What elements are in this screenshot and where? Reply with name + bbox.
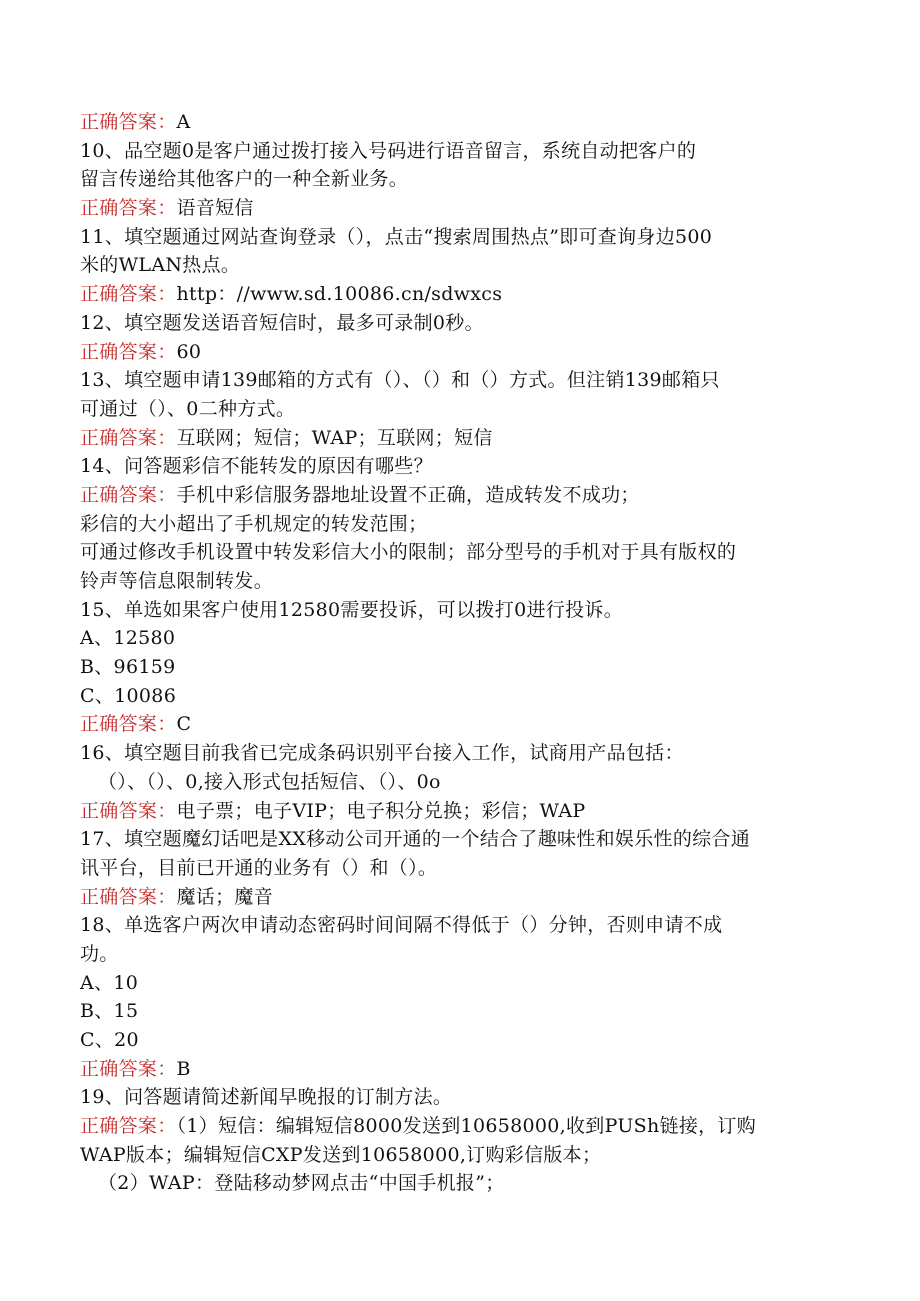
line-text: B、96159 xyxy=(80,656,176,679)
line-text: 功。 xyxy=(80,942,119,965)
line-text: 12、填空题发送语音短信时，最多可录制0秒。 xyxy=(80,311,484,334)
text-line xyxy=(80,1169,840,1198)
text-line xyxy=(80,1141,840,1170)
answer-label: 正确答案： xyxy=(80,426,177,449)
answer-line xyxy=(80,424,840,453)
answer-line xyxy=(80,710,840,739)
answer-line xyxy=(80,1112,840,1141)
text-line xyxy=(80,739,840,768)
answer-label: 正确答案： xyxy=(80,111,177,133)
answer-text: 60 xyxy=(176,340,202,363)
line-text: 17、填空题魔幻话吧是XX移动公司开通的一个结合了趣味性和娱乐性的综合通 xyxy=(80,828,751,851)
answer-text: A xyxy=(176,111,191,133)
answer-text: 魔话；魔音 xyxy=(176,885,274,908)
answer-label: 正确答案： xyxy=(80,1057,177,1080)
text-line xyxy=(80,309,840,338)
line-text: A、12580 xyxy=(80,627,176,650)
answer-text: C xyxy=(176,713,192,736)
line-text: 10、品空题0是客户通过拨打接入号码进行语音留言，系统自动把客户的 xyxy=(80,139,697,162)
answer-label: 正确答案： xyxy=(80,885,177,908)
line-text: B、15 xyxy=(80,1000,139,1023)
answer-line xyxy=(80,797,840,826)
line-text: 彩信的大小超出了手机规定的转发范围； xyxy=(80,512,428,535)
line-text: 18、单选客户两次申请动态密码时间间隔不得低于（）分钟，否则申请不成 xyxy=(80,914,723,937)
line-text: WAP版本；编辑短信CXP发送到10658000,订购彩信版本； xyxy=(80,1143,602,1166)
text-line xyxy=(80,366,840,395)
text-line xyxy=(80,825,840,854)
text-line xyxy=(80,997,840,1026)
text-line xyxy=(80,911,840,940)
answer-label: 正确答案： xyxy=(80,713,177,736)
answer-label: 正确答案： xyxy=(80,197,177,220)
answer-text: 电子票；电子VIP；电子积分兑换；彩信；WAP xyxy=(176,799,586,822)
answer-label: 正确答案： xyxy=(80,1115,177,1138)
line-text: （）、（）、0,接入形式包括短信、（）、0o xyxy=(98,770,441,793)
text-line xyxy=(80,854,840,883)
line-text: 铃声等信息限制转发。 xyxy=(80,570,274,592)
line-text: 米的WLAN热点。 xyxy=(80,254,241,277)
line-text: 讯平台，目前已开通的业务有（）和（）。 xyxy=(80,856,438,879)
document-body xyxy=(80,108,840,1198)
text-line xyxy=(80,452,840,481)
text-line xyxy=(80,251,840,280)
line-text: （2）WAP：登陆移动梦网点击“中国手机报”； xyxy=(98,1172,505,1195)
answer-text: B xyxy=(176,1057,191,1080)
answer-line xyxy=(80,481,840,510)
answer-line xyxy=(80,883,840,912)
answer-line xyxy=(80,1055,840,1084)
line-text: C、10086 xyxy=(80,684,177,707)
answer-text: 语音短信 xyxy=(176,197,254,220)
text-line xyxy=(80,682,840,711)
line-text: 14、问答题彩信不能转发的原因有哪些？ xyxy=(80,455,433,478)
text-line xyxy=(80,653,840,682)
text-line xyxy=(80,567,840,596)
text-line xyxy=(80,223,840,252)
line-text: 19、问答题请简述新闻早晚报的订制方法。 xyxy=(80,1086,453,1109)
text-line xyxy=(80,1083,840,1112)
answer-line xyxy=(80,338,840,367)
text-line xyxy=(80,165,840,194)
text-line xyxy=(80,395,840,424)
answer-label: 正确答案： xyxy=(80,483,177,506)
answer-text: 互联网；短信；WAP；互联网；短信 xyxy=(176,426,493,449)
answer-label: 正确答案： xyxy=(80,283,177,306)
text-line xyxy=(80,1026,840,1055)
line-text: A、10 xyxy=(80,971,139,994)
text-line xyxy=(80,510,840,539)
text-line xyxy=(80,768,840,797)
answer-label: 正确答案： xyxy=(80,799,177,822)
line-text: 11、填空题通过网站查询登录（），点击“搜索周围热点”即可查询身边500 xyxy=(80,225,713,248)
text-line xyxy=(80,538,840,567)
answer-label: 正确答案： xyxy=(80,340,177,363)
answer-line xyxy=(80,194,840,223)
line-text: 可通过（）、0二种方式。 xyxy=(80,397,296,420)
line-text: 可通过修改手机设置中转发彩信大小的限制；部分型号的手机对于具有版权的 xyxy=(80,541,737,564)
answer-line xyxy=(80,280,840,309)
text-line xyxy=(80,137,840,166)
line-text: 留言传递给其他客户的一种全新业务。 xyxy=(80,168,409,191)
text-line xyxy=(80,969,840,998)
answer-line xyxy=(80,108,840,137)
text-line xyxy=(80,940,840,969)
line-text: C、20 xyxy=(80,1029,139,1051)
answer-text: http：//www.sd.10086.cn/sdwxcs xyxy=(176,283,503,306)
line-text: 13、填空题申请139邮箱的方式有（）、（）和（）方式。但注销139邮箱只 xyxy=(80,369,720,392)
text-line xyxy=(80,624,840,653)
answer-text: 手机中彩信服务器地址设置不正确，造成转发不成功； xyxy=(176,483,640,506)
line-text: 16、填空题目前我省已完成条码识别平台接入工作，试商用产品包括： xyxy=(80,742,684,765)
text-line xyxy=(80,596,840,625)
line-text: 15、单选如果客户使用12580需要投诉，可以拨打0进行投诉。 xyxy=(80,598,624,621)
answer-text: （1）短信：编辑短信8000发送到10658000,收到PUSh链接，订购 xyxy=(176,1115,757,1138)
